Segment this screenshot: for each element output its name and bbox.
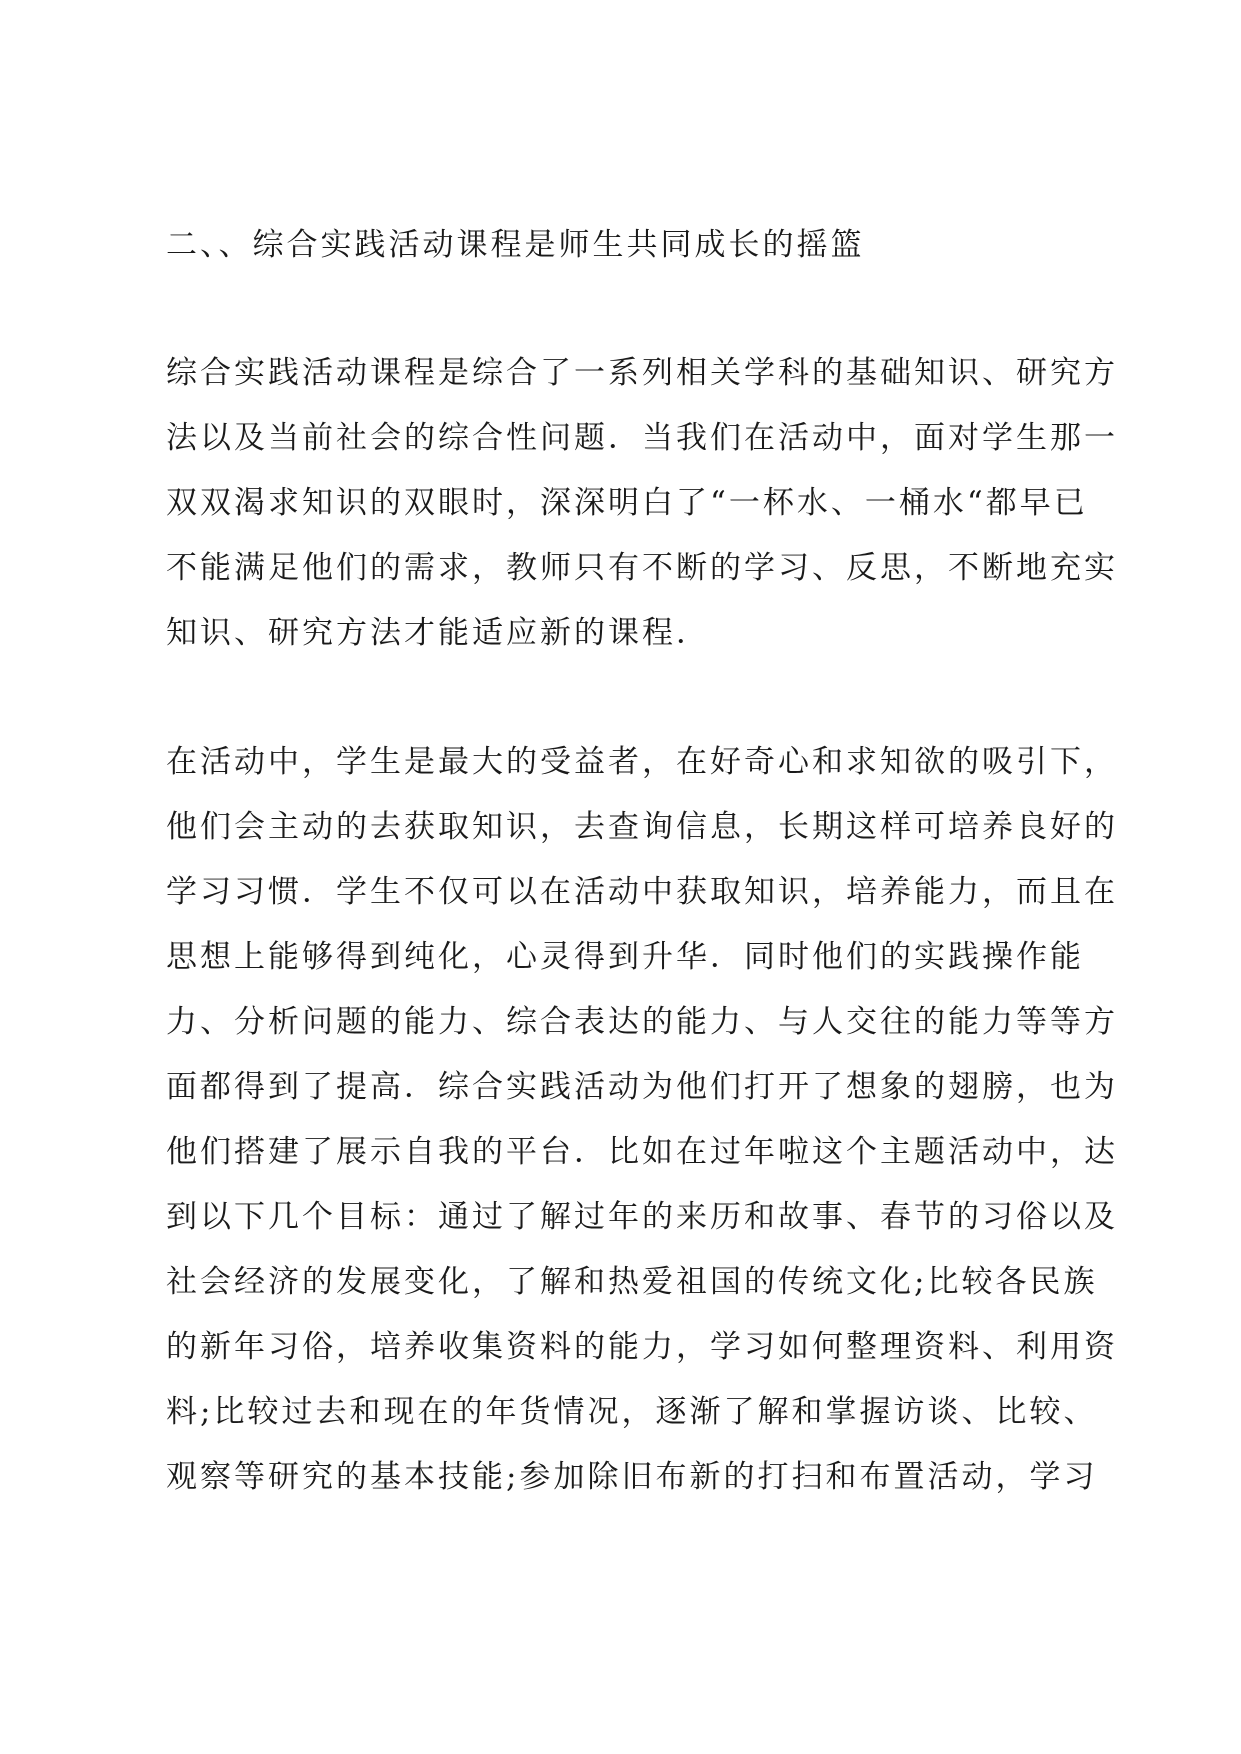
paragraph-line: 学习习惯．学生不仅可以在活动中获取知识，培养能力，而且在 <box>166 874 1118 910</box>
paragraph-line: 料;比较过去和现在的年货情况，逐渐了解和掌握访谈、比较、 <box>166 1394 1098 1430</box>
paragraph-line: 他们会主动的去获取知识，去查询信息，长期这样可培养良好的 <box>166 809 1118 845</box>
paragraph-line: 知识、研究方法才能适应新的课程． <box>166 615 710 651</box>
paragraph-line: 双双渴求知识的双眼时，深深明白了“一杯水、一桶水“都早已 <box>166 485 1088 521</box>
paragraph-line: 社会经济的发展变化，了解和热爱祖国的传统文化;比较各民族 <box>166 1264 1098 1300</box>
paragraph-line: 综合实践活动课程是综合了一系列相关学科的基础知识、研究方 <box>166 355 1118 391</box>
paragraph-line: 法以及当前社会的综合性问题．当我们在活动中，面对学生那一 <box>166 420 1118 456</box>
paragraph-line: 思想上能够得到纯化，心灵得到升华．同时他们的实践操作能 <box>166 939 1084 975</box>
paragraph-line: 的新年习俗，培养收集资料的能力，学习如何整理资料、利用资 <box>166 1329 1118 1365</box>
paragraph-line: 不能满足他们的需求，教师只有不断的学习、反思，不断地充实 <box>166 550 1118 586</box>
paragraph-line: 力、分析问题的能力、综合表达的能力、与人交往的能力等等方 <box>166 1004 1118 1040</box>
paragraph-line: 他们搭建了展示自我的平台．比如在过年啦这个主题活动中，达 <box>166 1134 1118 1170</box>
section-heading: 二、、综合实践活动课程是师生共同成长的摇篮 <box>166 227 865 263</box>
paragraph-line: 在活动中，学生是最大的受益者，在好奇心和求知欲的吸引下， <box>166 744 1118 780</box>
paragraph-line: 面都得到了提高．综合实践活动为他们打开了想象的翅膀，也为 <box>166 1069 1118 1105</box>
paragraph-line: 到以下几个目标：通过了解过年的来历和故事、春节的习俗以及 <box>166 1199 1118 1235</box>
paragraph-line: 观察等研究的基本技能;参加除旧布新的打扫和布置活动，学习 <box>166 1459 1098 1495</box>
